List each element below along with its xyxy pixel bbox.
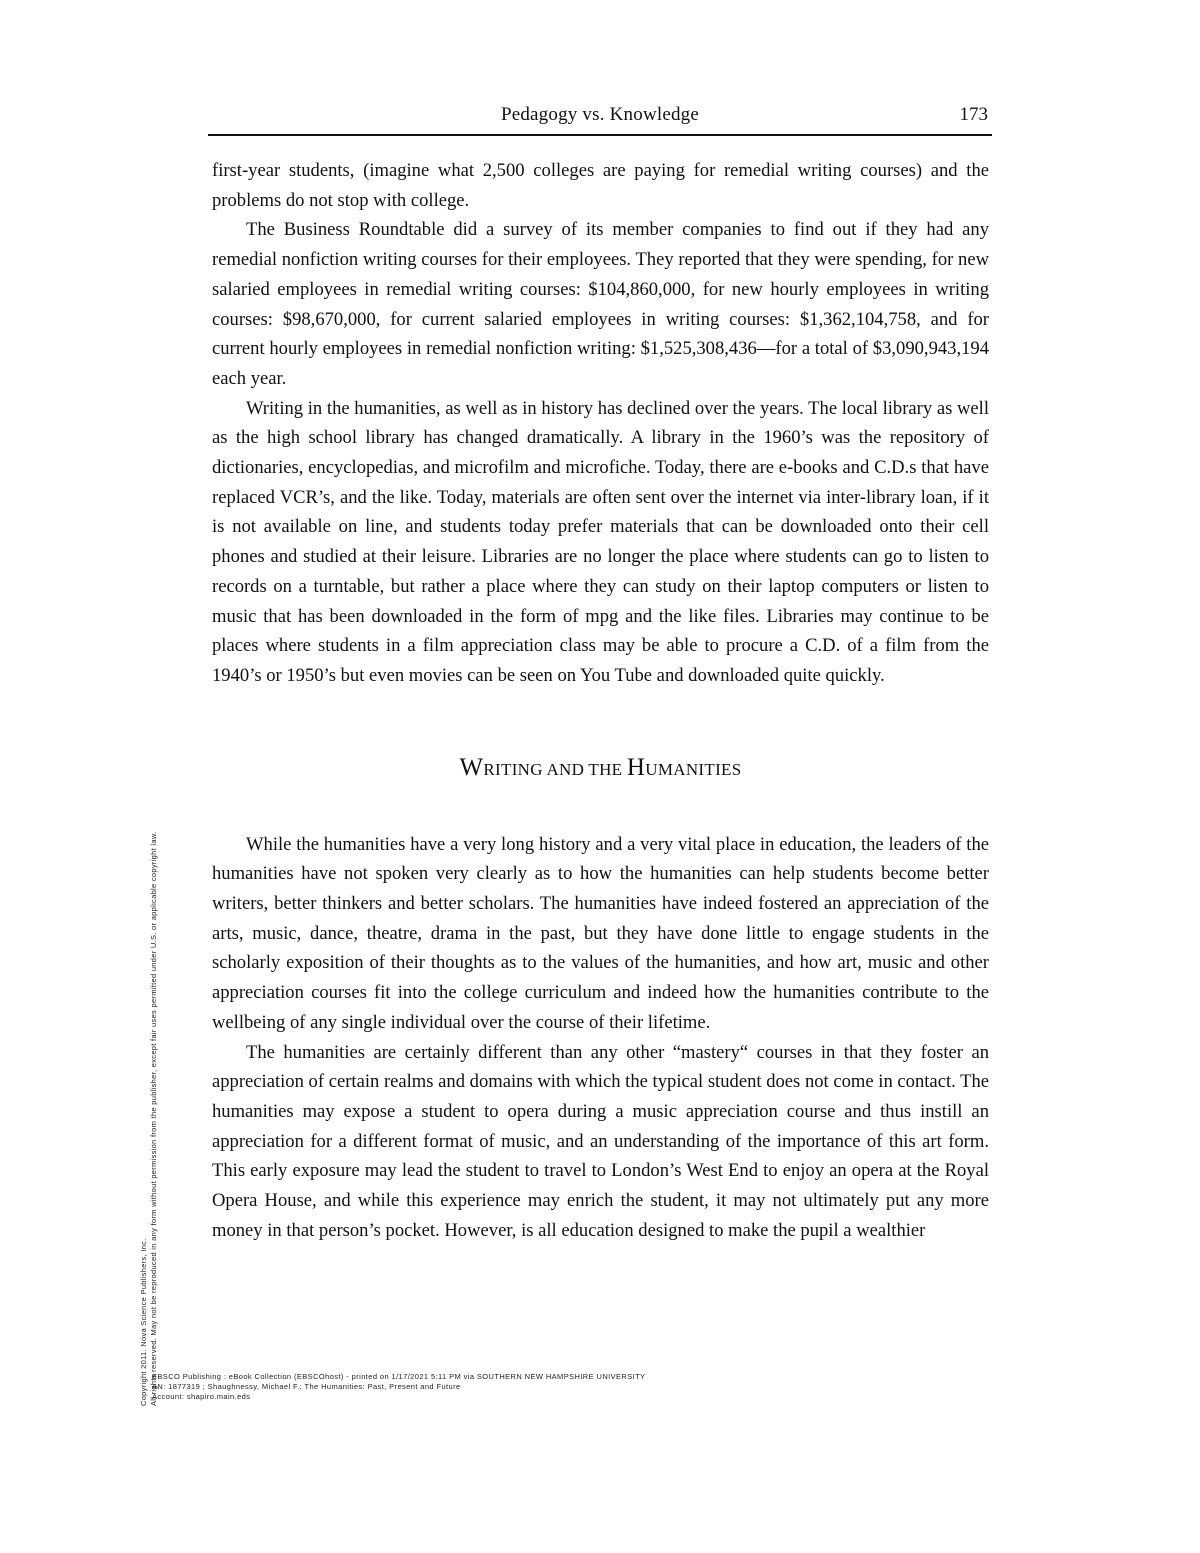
running-title: Pedagogy vs. Knowledge — [500, 104, 700, 125]
ebsco-footer — [152, 1372, 646, 1402]
paragraph-humanities-mastery: The humanities are certainly different than any other “mastery“ courses in that they foster an appreciation of certain realms and domains with which the typical student does not come in contact. The humanities may expose a student to opera during a music appreciation course and thus instill an appreciation for a different format of music, and an understanding of the importance of this art form. This early exposure may lead the student to travel to London’s West End to enjoy an opera at the Royal Opera House, and while this experience may enrich the student, it may not ultimately put any more money in that person’s pocket. However, is all education designed to make the pupil a wealthier — [212, 1041, 989, 1241]
heading-word-writing: RITING — [483, 759, 543, 779]
paragraph-libraries: Writing in the humanities, as well as in history has declined over the years. The local library as well as the high school library has changed dramatically. A library in the 1960’s was the repository of dictionaries, encyclopedias, and microfilm and microfiche. Today, there are e-books and C.D.s that have replaced VCR’s, and the like. Today, materials are often sent over the internet via inter-library loan, if it is not available on line, and students today prefer materials that can be downloaded onto their cell phones and studied at their leisure. Libraries are no longer the place where students can go to listen to records on a turntable, but rather a place where they can study on their laptop computers or listen to music that has been downloaded in the form of mpg and the like files. Libraries may continue to be places where students in a film appreciation class may be able to procure a C.D. of a film from the 1940’s or 1950’s but even movies can be seen on You Tube and downloaded quite quickly. — [212, 397, 989, 686]
running-header — [208, 104, 992, 136]
footer-line-citation: AN: 1877319 ; Shaughnessy, Michael F.; The Humanities: Past, Present and Future — [152, 1382, 461, 1391]
paragraph-business-roundtable: The Business Roundtable did a survey of its member companies to find out if they had any remedial nonfiction writing courses for their employees. They reported that they were spending, for new salaried employees in remedial writing courses: $104,860,000, for new hourly employees in writing courses: $98,670,000, for current salaried employees in writing courses: $1,362,104,758, and for current hourly employees in remedial nonfiction writing: $1,525,308,436—for a total of $3,090,943,194 each year. — [212, 219, 989, 389]
heading-initial-h: H — [626, 753, 646, 781]
section-heading — [212, 754, 989, 782]
heading-word-humanities: UMANITIES — [645, 759, 742, 779]
paragraph-humanities-history: While the humanities have a very long history and a very vital place in education, the leaders of the humanities have not spoken very clearly as to how the humanities can help students become better writers, better thinkers and better scholars. The humanities have indeed fostered an appreciation of the arts, music, dance, theatre, drama in the past, but they have done little to engage students in the scholarly exposition of their thoughts as to the values of the humanities, and how art, music and other appreciation courses fit into the college curriculum and indeed how the humanities contribute to the wellbeing of any single individual over the course of their lifetime. — [212, 833, 989, 1033]
heading-initial-w: W — [459, 753, 484, 781]
paragraph-continued: first-year students, (imagine what 2,500 colleges are paying for remedial writing courses) and the problems do not stop with college. — [212, 160, 989, 211]
copyright-notice — [139, 831, 159, 1406]
copyright-line-2: All rights reserved. May not be reproduced in any form without permission from the publisher, except fair uses permitted under U.S. or applicable copyright law. — [149, 831, 158, 1406]
page-number: 173 — [959, 104, 988, 125]
footer-line-account: Account: shapiro.main.eds — [152, 1392, 251, 1401]
copyright-line-1: Copyright 2011. Nova Science Publishers, Inc. — [139, 1238, 148, 1406]
page-body — [212, 156, 989, 1246]
heading-and-the: AND THE — [542, 759, 627, 779]
footer-line-print-info: EBSCO Publishing : eBook Collection (EBSCOhost) - printed on 1/17/2021 5:11 PM via SOUTHERN NEW HAMPSHIRE UNIVERSITY — [152, 1372, 646, 1381]
